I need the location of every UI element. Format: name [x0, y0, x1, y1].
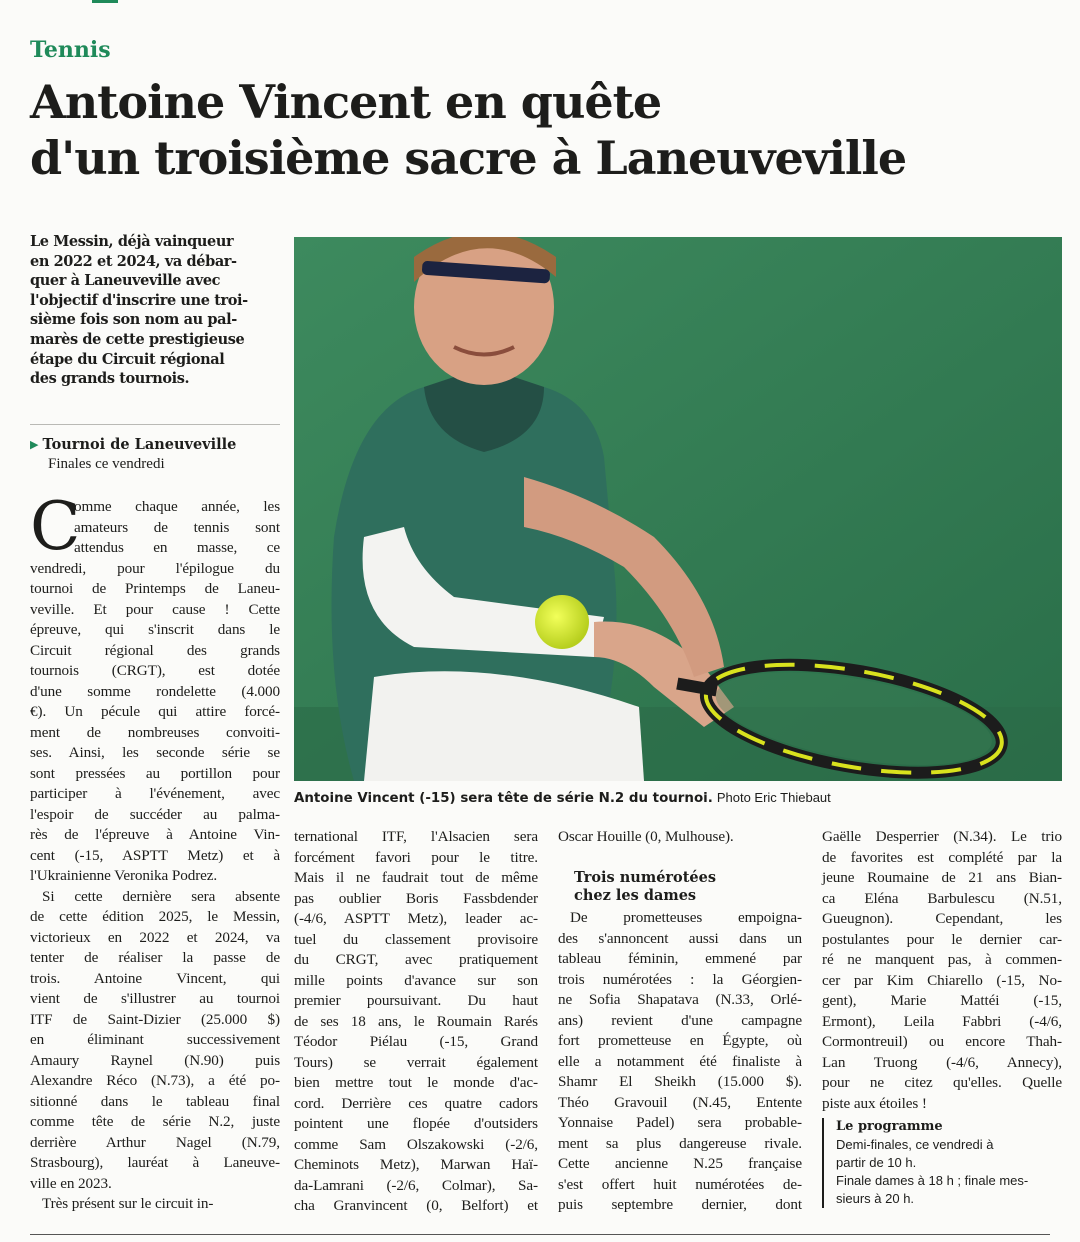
article-line: trois numérotées : la Géorgien- — [558, 970, 802, 988]
event-date: Finales ce vendredi — [48, 456, 165, 472]
article-line: épreuve, qui s'inscrit dans le — [30, 621, 280, 638]
article-line: pointent une flopée d'outsiders — [294, 1115, 538, 1132]
tennis-player-photo — [294, 237, 1062, 781]
lead-line: marès de cette prestigieuse — [30, 330, 245, 348]
subheading-line-1: Trois numérotées — [574, 869, 717, 886]
article-line: De prometteuses empoigna- — [570, 909, 802, 926]
article-line: Oscar Houille (0, Mulhouse). — [558, 828, 734, 845]
article-line: victorieux en 2022 et 2024, va — [30, 928, 280, 946]
article-line: comme tête de série N.2, juste — [30, 1113, 280, 1130]
article-line: gent), Marie Mattéi (-15, — [822, 992, 1062, 1009]
article-line: Téodor Piélau (-15, Grand — [294, 1033, 538, 1050]
lead-paragraph — [30, 232, 280, 389]
article-line: tuel du classement provisoire — [294, 930, 538, 948]
article-line: ne Sofia Shapatava (N.33, Orlé- — [558, 991, 802, 1008]
article-line: €). Un pécule qui attire forcé- — [30, 703, 280, 720]
article-line: Lan Truong (-4/6, Annecy), — [822, 1053, 1062, 1071]
lead-line: quer à Laneuveville avec — [30, 272, 221, 290]
article-line: en éliminant successivement — [30, 1031, 280, 1048]
article-line: ré ne manquent pas, à commen- — [822, 951, 1062, 968]
article-line: amateurs de tennis sont — [74, 518, 280, 536]
article-line: l'Ukrainienne Veronika Podrez. — [30, 867, 218, 884]
article-line: d'une somme rondelette (4.000 — [30, 682, 280, 700]
article-line: ville en 2023. — [30, 1174, 112, 1192]
article-line: vient de s'illustrer au tournoi — [30, 990, 280, 1007]
article-line: de ses 18 ans, le Roumain Rarés — [294, 1012, 538, 1030]
article-line: jeune Roumaine de 21 ans Bian- — [822, 869, 1062, 886]
article-column-4 — [822, 827, 1062, 1114]
article-line: pour ne citez qu'elles. Quelle — [822, 1074, 1062, 1091]
top-rule — [30, 0, 1050, 3]
article-line: Cormontreuil) ou encore Thah- — [822, 1033, 1062, 1050]
article-line: Yonnaise Padel) sera probable- — [558, 1114, 802, 1131]
article-line: cha Granvincent (0, Belfort) et — [294, 1197, 538, 1214]
photo-caption — [294, 790, 1064, 806]
headline-line-2: d'un troisième sacre à Laneuveville — [30, 131, 907, 185]
headline — [30, 74, 1050, 186]
article-line: vendredi, pour l'épilogue du — [30, 559, 280, 577]
top-accent — [92, 0, 118, 3]
lead-line: l'objectif d'inscrire une troi- — [30, 291, 248, 309]
article-line: cent (-15, ASPTT Metz) et à — [30, 846, 280, 864]
article-line: forcément favori pour le titre. — [294, 848, 538, 866]
programme-line: Demi-finales, ce vendredi à — [836, 1137, 994, 1152]
lead-line: des grands tournois. — [30, 370, 190, 388]
programme-title: Le programme — [836, 1119, 943, 1134]
article-line: mille points d'avance sur son — [294, 971, 538, 989]
article-line: Si cette dernière sera absente — [42, 887, 280, 905]
section-rubric: Tennis — [30, 37, 111, 63]
triangle-bullet-icon: ▶ — [30, 438, 39, 451]
subheading — [574, 869, 716, 905]
article-line: Très présent sur le circuit in- — [42, 1195, 214, 1212]
article-line: Alexandre Réco (N.73), a été po- — [30, 1072, 280, 1089]
article-line: Amaury Raynel (N.90) puis — [30, 1051, 280, 1069]
programme-line: Finale dames à 18 h ; finale mes- — [836, 1173, 1029, 1188]
article-line: s'est offert huit numérotées de- — [558, 1175, 802, 1193]
article-line: puis septembre dernier, dont — [558, 1196, 802, 1213]
article-line: Ermont), Leila Fabbri (-4/6, — [822, 1012, 1062, 1030]
article-line: du CRGT, avec pratiquement — [294, 951, 538, 968]
programme-box — [822, 1118, 1062, 1208]
lead-line: Le Messin, déjà vainqueur — [30, 233, 234, 250]
caption-text: Antoine Vincent (-15) sera tête de série N.2 du tournoi. — [294, 791, 713, 806]
article-line: derrière Arthur Nagel (N.79, — [30, 1133, 280, 1151]
article-line: omme chaque année, les — [74, 498, 280, 515]
article-line: tournoi de Printemps de Laneu- — [30, 580, 280, 597]
article-column-1 — [30, 488, 280, 1215]
programme-line: partir de 10 h. — [836, 1155, 917, 1170]
article-line: participer à l'événement, avec — [30, 785, 280, 802]
article-line: Gaëlle Desperrier (N.34). Le trio — [822, 828, 1062, 845]
article-photo — [294, 237, 1062, 781]
article-line: rès de l'épreuve à Antoine Vin- — [30, 826, 280, 843]
event-name: Tournoi de Laneuveville — [42, 436, 237, 453]
article-line: Circuit régional des grands — [30, 641, 280, 659]
article-line: de cette édition 2025, le Messin, — [30, 908, 280, 925]
article-line: pas oublier Boris Fassbdender — [294, 889, 538, 907]
article-line: attendus en masse, ce — [74, 539, 280, 556]
article-line: tournois (CRGT), est dotée — [30, 662, 280, 679]
article-line: da-Lamrani (-2/6, Colmar), Sa- — [294, 1176, 538, 1194]
programme-line: sieurs à 20 h. — [836, 1191, 915, 1206]
article-line: bien mettre tout le monde d'ac- — [294, 1074, 538, 1091]
article-line: l'espoir de succéder au palma- — [30, 805, 280, 823]
lead-line: étape du Circuit régional — [30, 350, 225, 368]
article-line: postulantes pour le dernier car- — [822, 930, 1062, 948]
article-line: Mais il ne faudrait tout de même — [294, 869, 538, 886]
article-line: ca Eléna Barbulescu (N.51, — [822, 889, 1062, 907]
event-box — [30, 436, 280, 474]
article-line: Cheminots Metz), Marwan Haï- — [294, 1156, 538, 1173]
article-line: piste aux étoiles ! — [822, 1094, 927, 1112]
article-line: veville. Et pour cause ! Cette — [30, 600, 280, 618]
article-line: cer par Kim Chiarello (-15, No- — [822, 971, 1062, 989]
article-line: tableau féminin, emmené par — [558, 950, 802, 967]
lead-divider — [30, 424, 280, 425]
article-line: Shamr El Sheikh (15.000 $). — [558, 1073, 802, 1090]
article-column-3 — [558, 908, 802, 1216]
article-line: ment de nombreuses convoiti- — [30, 723, 280, 741]
article-line: Tours) se verrait également — [294, 1053, 538, 1071]
article-line: trois. Antoine Vincent, qui — [30, 969, 280, 987]
bottom-rule — [30, 1234, 1050, 1235]
article-line: ternational ITF, l'Alsacien sera — [294, 828, 538, 845]
article-line: (-4/6, ASPTT Metz), leader ac- — [294, 910, 538, 927]
article-line: de favorites est complété par la — [822, 848, 1062, 866]
article-line: cord. Derrière ces quatre cadors — [294, 1094, 538, 1112]
article-line: tenter de réaliser la passe de — [30, 949, 280, 966]
article-line: des s'annoncent aussi dans un — [558, 929, 802, 947]
article-line: ses. Ainsi, les seconde série se — [30, 744, 280, 761]
article-line: Théo Gravouil (N.45, Entente — [558, 1093, 802, 1111]
article-column-3-top — [558, 827, 802, 848]
lead-line: en 2022 et 2024, va débar- — [30, 252, 237, 270]
article-line: elle a notamment été finaliste à — [558, 1052, 802, 1070]
article-line: Cette ancienne N.25 française — [558, 1155, 802, 1172]
drop-cap: C — [30, 488, 81, 565]
article-line: fort prometteuse en Égypte, où — [558, 1032, 802, 1049]
article-line: sitionné dans le tableau final — [30, 1092, 280, 1110]
subheading-line-2: chez les dames — [574, 887, 697, 904]
article-line: ans) revient d'une campagne — [558, 1011, 802, 1029]
article-line: premier poursuivant. Du haut — [294, 992, 538, 1009]
article-line: comme Sam Olszakowski (-2/6, — [294, 1135, 538, 1153]
event-name-row — [30, 436, 280, 454]
photo-credit: Photo Eric Thiebaut — [716, 790, 831, 805]
article-line: ment sa plus dangereuse rivale. — [558, 1134, 802, 1152]
article-line: Gueugnon). Cependant, les — [822, 910, 1062, 927]
article-line: ITF de Saint-Dizier (25.000 $) — [30, 1010, 280, 1028]
article-column-2 — [294, 827, 538, 1217]
headline-line-1: Antoine Vincent en quête — [30, 75, 662, 129]
article-line: Strasbourg), lauréat à Laneuve- — [30, 1154, 280, 1171]
article-line: sont pressées au portillon pour — [30, 764, 280, 782]
lead-line: sième fois son nom au pal- — [30, 311, 237, 329]
